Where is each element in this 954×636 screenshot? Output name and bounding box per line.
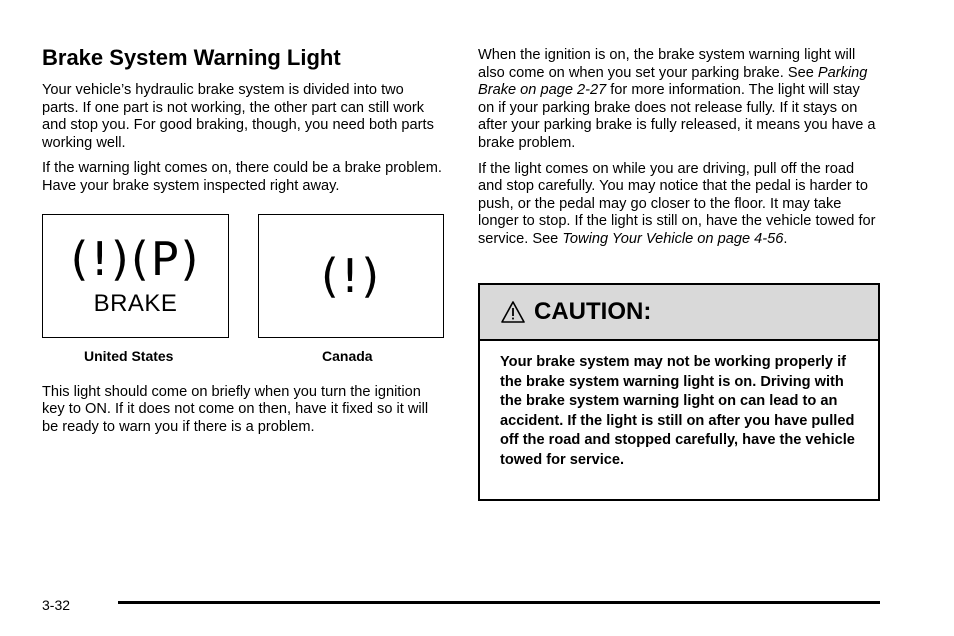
caution-text: Your brake system may not be working properly if the brake system warning light is on. Driving with the brake system warning light on can lead to an accident. If the light is still on after you have pulled off the road and stopped carefully, have the vehicle towed for service. <box>500 354 855 468</box>
us-brake-light-figure <box>42 214 229 338</box>
intro-paragraph: Your vehicle’s hydraulic brake system is divided into two parts. If one part is not working, the other part can still work and stop you. For good braking, though, you need both parts working well. <box>42 82 434 151</box>
caution-header <box>480 285 878 341</box>
text-run: When the ignition is on, the brake system warning light will also come on when you set your parking brake. See <box>478 47 856 81</box>
footer-rule <box>118 601 880 604</box>
left-column <box>42 44 442 444</box>
caution-title: CAUTION: <box>534 298 652 325</box>
parking-brake-paragraph <box>478 47 878 153</box>
canada-warning-symbol: (!) <box>320 248 382 303</box>
us-warning-symbols: (!)(P) <box>70 231 201 286</box>
text-run: If the light comes on while you are driving, pull off the road and stop carefully. You may notice that the pedal is harder to push, or the pedal may go closer to the floor. It may take longer to stop. If the light is still on, have the vehicle towed for service. See <box>478 160 876 247</box>
brake-word: BRAKE <box>93 289 178 317</box>
section-heading: Brake System Warning Light <box>42 45 341 70</box>
canada-brake-light-figure <box>258 214 444 338</box>
caption-united-states: United States <box>84 347 174 364</box>
caption-canada: Canada <box>322 347 373 364</box>
text-run: for more information. The light will stay on if your parking brake does not release fully. If it stays on after your parking brake is fully released, it means you have a brake problem. <box>478 82 876 151</box>
caution-box <box>478 283 880 501</box>
parking-brake-reference: Parking Brake on page 2-27 <box>478 64 868 99</box>
warning-paragraph: If the warning light comes on, there could be a brake problem. Have your brake system inspected right away. <box>42 160 442 194</box>
page-number: 3-32 <box>42 597 71 613</box>
ignition-paragraph: This light should come on briefly when you turn the ignition key to ON. If it does not come on then, have it fixed so it will be ready to warn you if there is a problem. <box>42 383 429 435</box>
towing-reference: Towing Your Vehicle on page 4-56 <box>562 230 784 247</box>
driving-paragraph <box>478 161 878 249</box>
text-run: . <box>783 230 788 247</box>
warning-triangle-icon <box>500 300 526 324</box>
right-column <box>478 47 878 257</box>
warning-light-figures <box>42 214 442 384</box>
